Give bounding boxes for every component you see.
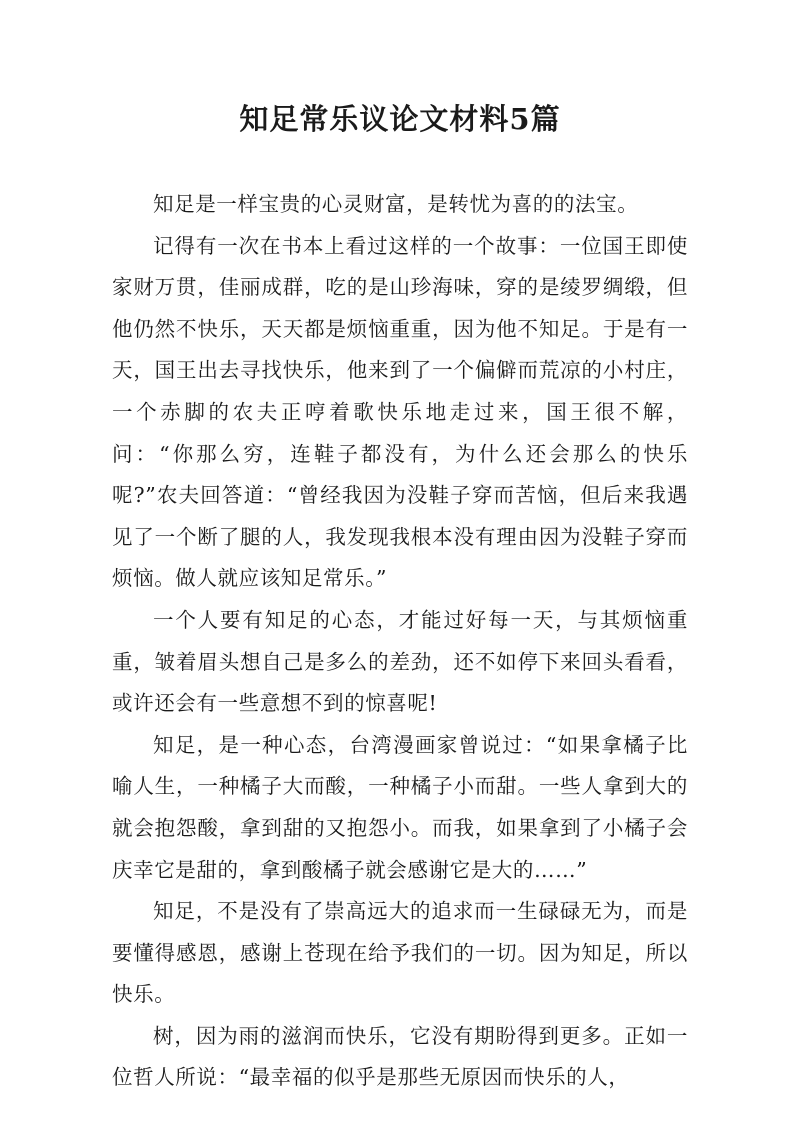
paragraph: 知足是一样宝贵的心灵财富，是转忧为喜的的法宝。 xyxy=(153,192,639,216)
paragraph: 知足，不是没有了崇高远大的追求而一生碌碌无为，而是要懂得感恩，感谢上苍现在给予我们的一切。因为知足，所以快乐。 xyxy=(112,899,688,1007)
paragraph: 树，因为雨的滋润而快乐，它没有期盼得到更多。正如一位哲人所说：“最幸福的似乎是那些无原因而快乐的人， xyxy=(112,1023,688,1090)
document-body xyxy=(112,184,688,1099)
paragraph: 记得有一次在书本上看过这样的一个故事：一位国王即使家财万贯，佳丽成群，吃的是山珍海味，穿的是绫罗绸缎，但他仍然不快乐，天天都是烦恼重重，因为他不知足。于是有一天，国王出去寻找快乐，他来到了一个偏僻而荒凉的小村庄，一个赤脚的农夫正哼着歌快乐地走过来，国王很不解，问：“你那么穷，连鞋子都没有，为什么还会那么的快乐呢?”农夫回答道：“曾经我因为没鞋子穿而苦恼，但后来我遇见了一个断了腿的人，我发现我根本没有理由因为没鞋子穿而烦恼。做人就应该知足常乐。” xyxy=(112,233,688,591)
paragraph: 知足，是一种心态，台湾漫画家曾说过：“如果拿橘子比喻人生，一种橘子大而酸，一种橘子小而甜。一些人拿到大的就会抱怨酸，拿到甜的又抱怨小。而我，如果拿到了小橘子会庆幸它是甜的，拿到酸橘子就会感谢它是大的……” xyxy=(112,732,688,882)
paragraph: 一个人要有知足的心态，才能过好每一天，与其烦恼重重，皱着眉头想自己是多么的差劲，还不如停下来回头看看，或许还会有一些意想不到的惊喜呢! xyxy=(112,607,688,716)
document-title: 知足常乐议论文材料5篇 xyxy=(239,102,561,136)
